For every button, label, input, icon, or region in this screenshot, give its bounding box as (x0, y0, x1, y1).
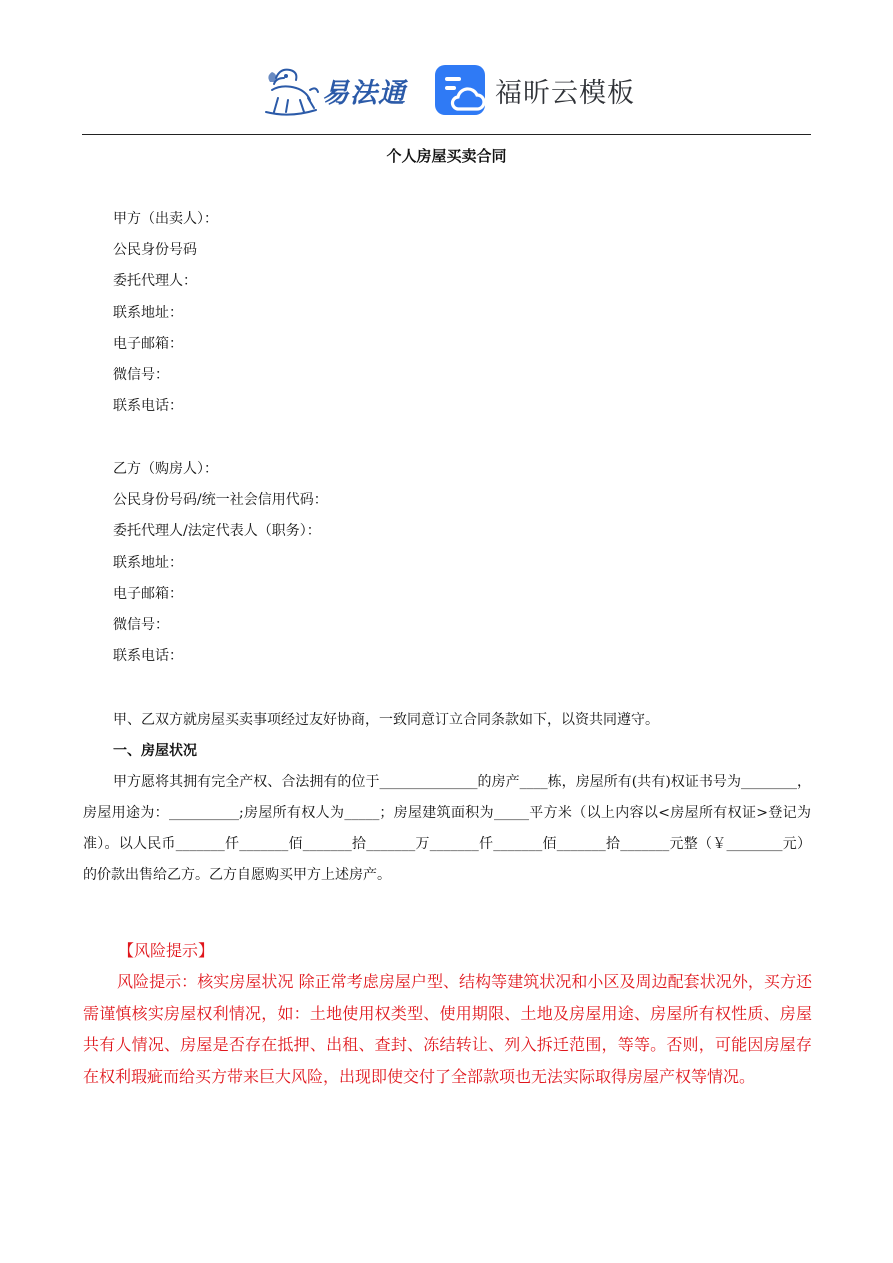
foxit-cloud-app-icon (435, 65, 485, 115)
section-1-heading: 一、房屋状况 (113, 743, 197, 759)
section-1-body: 甲方愿将其拥有完全产权、合法拥有的位于______________的房产____栋，房屋所有(共有)权证书号为________，房屋用途为：__________;房屋所有权人为_____；房屋建筑面积为_____平方米（以上内容以<房屋所有权证>登记为准）。以人民币_______仟_______佰_______拾_______万_______仟_______佰_______拾_______元整（￥________元）的价款出售给乙方。乙方自愿购买甲方上述房产。 (83, 774, 811, 883)
party-a-agent-label: 委托代理人： (113, 273, 197, 289)
yifatong-brand-text: 易法通 (322, 77, 406, 109)
header-divider (82, 134, 811, 135)
party-b-agent-label: 委托代理人/法定代表人（职务）： (113, 523, 321, 539)
party-b-email-label: 电子邮箱： (113, 586, 183, 602)
party-a-wechat-label: 微信号： (113, 367, 169, 383)
party-b-wechat-label: 微信号： (113, 617, 169, 633)
foxit-brand-text: 福昕云模板 (495, 77, 635, 109)
page-header (0, 58, 893, 124)
preamble-text: 甲、乙双方就房屋买卖事项经过友好协商，一致同意订立合同条款如下，以资共同遵守。 (113, 712, 659, 728)
risk-warning-body: 风险提示：核实房屋状况 除正常考虑房屋户型、结构等建筑状况和小区及周边配套状况外，买方还需谨慎核实房屋权利情况，如：土地使用权类型、使用期限、土地及房屋用途、房屋所有权性质、房屋共有人情况、房屋是否存在抵押、出租、查封、冻结转让、列入拆迁范围，等等。否则，可能因房屋存在权利瑕疵而给买方带来巨大风险，出现即使交付了全部款项也无法实际取得房屋产权等情况。 (83, 972, 812, 1086)
party-a-email-label: 电子邮箱： (113, 336, 183, 352)
qilin-mascot-icon (262, 62, 320, 118)
foxit-cloud-template-logo (435, 64, 635, 116)
party-b-phone-label: 联系电话： (113, 648, 183, 664)
party-b-address-label: 联系地址： (113, 555, 183, 571)
party-a-id-label: 公民身份号码 (113, 242, 197, 258)
party-a-address-label: 联系地址： (113, 305, 183, 321)
document-title: 个人房屋买卖合同 (386, 147, 507, 165)
yifatong-logo (262, 62, 406, 118)
party-a-phone-label: 联系电话： (113, 398, 183, 414)
party-b-id-label: 公民身份号码/统一社会信用代码： (113, 492, 328, 508)
party-b-heading: 乙方（购房人）： (113, 461, 218, 477)
risk-warning-heading: 【风险提示】 (118, 941, 215, 960)
party-a-heading: 甲方（出卖人）： (113, 211, 218, 227)
